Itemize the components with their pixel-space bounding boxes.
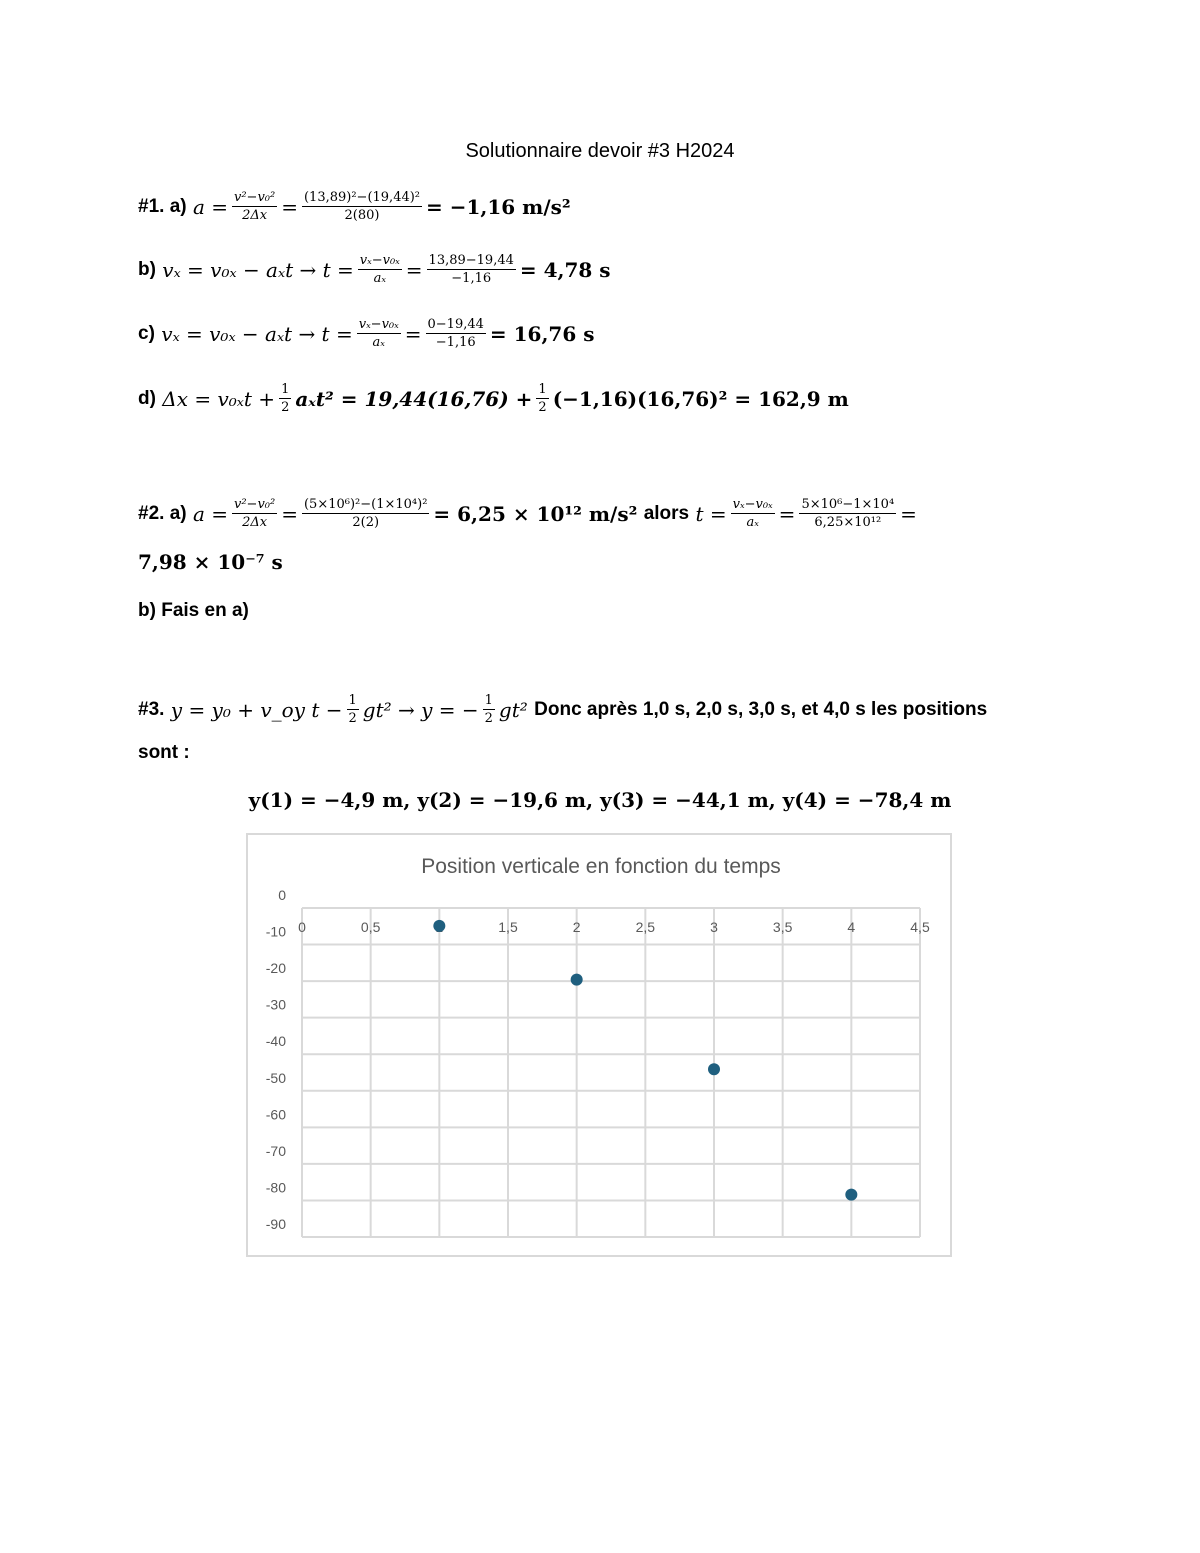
q1d-line (138, 382, 849, 415)
q1a-result: = −1,16 m/s² (426, 194, 571, 219)
y-tick-label: -60 (265, 1106, 286, 1123)
q1b-result: = 4,78 s (519, 257, 611, 282)
q1d-h2-den: 2 (538, 400, 547, 415)
q1d-pre: Δx = v₀ₓt + (162, 386, 276, 411)
y-tick-label: -10 (265, 923, 286, 940)
q1b-line (138, 253, 611, 286)
q1b-eq1: = (405, 257, 423, 282)
q3-text1: Donc après 1,0 s, 2,0 s, 3,0 s, et 4,0 s les positions (534, 698, 988, 720)
x-tick-label: 4 (847, 919, 856, 935)
q2a-f1-den: 2Δx (242, 515, 268, 530)
q1c-eq1: = (404, 321, 422, 346)
y-tick-label: -70 (265, 1142, 286, 1159)
x-tick-label: 1,5 (498, 919, 518, 935)
q2a-eq1: = (281, 501, 298, 526)
q2a-fraction-4 (799, 497, 896, 530)
data-point (433, 920, 445, 932)
q3-half-1 (347, 693, 359, 726)
q1b-f2-den: −1,16 (451, 271, 492, 286)
q3-h2-num: 1 (484, 693, 493, 708)
y-tick-label: -80 (265, 1179, 286, 1196)
q1c-f1-num: vₓ−v₀ₓ (358, 317, 399, 332)
q1a-f2-den: 2(80) (344, 208, 380, 223)
x-tick-label: 2 (572, 919, 581, 935)
scatter-chart (248, 835, 950, 1255)
q2a-alors: alors (643, 502, 690, 524)
q2a-mid: = 6,25 × 10¹² m/s² (433, 501, 638, 526)
x-tick-label: 2,5 (635, 919, 656, 935)
y-tick-label: -30 (265, 996, 286, 1013)
q2a-f2-num: (5×10⁶)²−(1×10⁴)² (303, 497, 428, 512)
page-title: Solutionnaire devoir #3 H2024 (465, 140, 735, 162)
data-point (571, 974, 583, 986)
x-tick-label: 0,5 (360, 919, 381, 935)
q1a-fraction-1 (232, 190, 277, 223)
q1d-mid: aₓt² = 19,44(16,76) + (295, 386, 533, 411)
y-tick-label: -40 (265, 1033, 286, 1050)
q1a-fraction-2 (302, 190, 422, 223)
q1b-fraction-1 (358, 253, 402, 286)
q2a-f3-num: vₓ−v₀ₓ (732, 497, 773, 512)
q2a-fraction-3 (731, 497, 775, 530)
q2a-t: t = (695, 501, 727, 526)
q3-line (138, 693, 987, 726)
y-tick-label: -20 (265, 960, 286, 977)
q2a-eq2: = (778, 501, 796, 526)
q2a-eq3: = (900, 501, 917, 526)
q2a-result: 7,98 × 10⁻⁷ s (138, 550, 283, 574)
q1b-f1-num: vₓ−v₀ₓ (359, 253, 400, 268)
q1d-label: d) (138, 387, 156, 409)
q1b-pre: vₓ = v₀ₓ − aₓt → t = (162, 257, 354, 282)
q3-results: y(1) = −4,9 m, y(2) = −19,6 m, y(3) = −44,1 m, y(4) = −78,4 m (248, 788, 952, 812)
q2a-label: #2. a) (138, 502, 187, 524)
q3-half-2 (483, 693, 495, 726)
x-tick-label: 3,5 (772, 919, 793, 935)
q1c-fraction-1 (357, 317, 401, 350)
q1a-f2-num: (13,89)²−(19,44)² (303, 190, 421, 205)
q1b-label: b) (138, 258, 156, 280)
q3-h1-num: 1 (348, 693, 357, 708)
q2a-f2-den: 2(2) (352, 515, 380, 530)
chart-title: Position verticale en fonction du temps (421, 855, 781, 878)
q2a-line (138, 497, 917, 530)
q1a-f1-den: 2Δx (242, 208, 268, 223)
q1d-h1-num: 1 (281, 382, 290, 397)
q1c-f2-num: 0−19,44 (427, 317, 484, 332)
q2a-f3-den: aₓ (746, 515, 759, 530)
q1a-line (138, 190, 571, 223)
chart-area (246, 833, 952, 1257)
q1d-h2-num: 1 (538, 382, 547, 397)
q1c-fraction-2 (426, 317, 486, 350)
q1d-half-2 (536, 382, 548, 415)
q3-h1-den: 2 (348, 711, 357, 726)
q1c-result: = 16,76 s (489, 321, 595, 346)
q3-label: #3. (138, 698, 165, 720)
q2a-f1-num: v²−v₀² (234, 497, 276, 512)
q1a-eq1: = (281, 194, 298, 219)
q2a-f4-den: 6,25×10¹² (814, 515, 882, 530)
q1c-label: c) (138, 322, 155, 344)
q2a-fraction-2 (302, 497, 429, 530)
q2b-line: b) Fais en a) (138, 600, 249, 621)
x-tick-label: 4,5 (910, 919, 930, 935)
q3-text2: sont : (138, 742, 190, 763)
q2a-fraction-1 (232, 497, 277, 530)
data-point (708, 1063, 720, 1075)
q1d-half-1 (279, 382, 291, 415)
q2a-pre: a = (192, 501, 228, 526)
x-tick-label: 0 (298, 919, 306, 935)
q1d-h1-den: 2 (281, 400, 290, 415)
q2a-f4-num: 5×10⁶−1×10⁴ (801, 497, 895, 512)
q1b-f2-num: 13,89−19,44 (428, 253, 514, 268)
q1b-fraction-2 (427, 253, 516, 286)
q1b-f1-den: aₓ (373, 271, 386, 286)
y-tick-label: 0 (278, 887, 286, 903)
q3-mid: gt² → y = − (362, 697, 479, 722)
q3-pre: y = y₀ + v_oy t − (170, 697, 343, 722)
q1d-result: (−1,16)(16,76)² = 162,9 m (552, 386, 849, 411)
q1a-label: #1. a) (138, 195, 187, 217)
q1a-pre: a = (192, 194, 228, 219)
q1c-f1-den: aₓ (372, 335, 385, 350)
q3-gt: gt² (498, 697, 528, 722)
q1a-f1-num: v²−v₀² (234, 190, 276, 205)
q1c-line (138, 317, 594, 350)
q3-h2-den: 2 (484, 711, 493, 726)
y-tick-label: -90 (265, 1216, 286, 1232)
y-tick-label: -50 (265, 1069, 286, 1086)
q1c-f2-den: −1,16 (435, 335, 476, 350)
data-point (845, 1189, 857, 1201)
x-tick-label: 3 (710, 919, 718, 935)
q1c-pre: vₓ = v₀ₓ − aₓt → t = (161, 321, 353, 346)
